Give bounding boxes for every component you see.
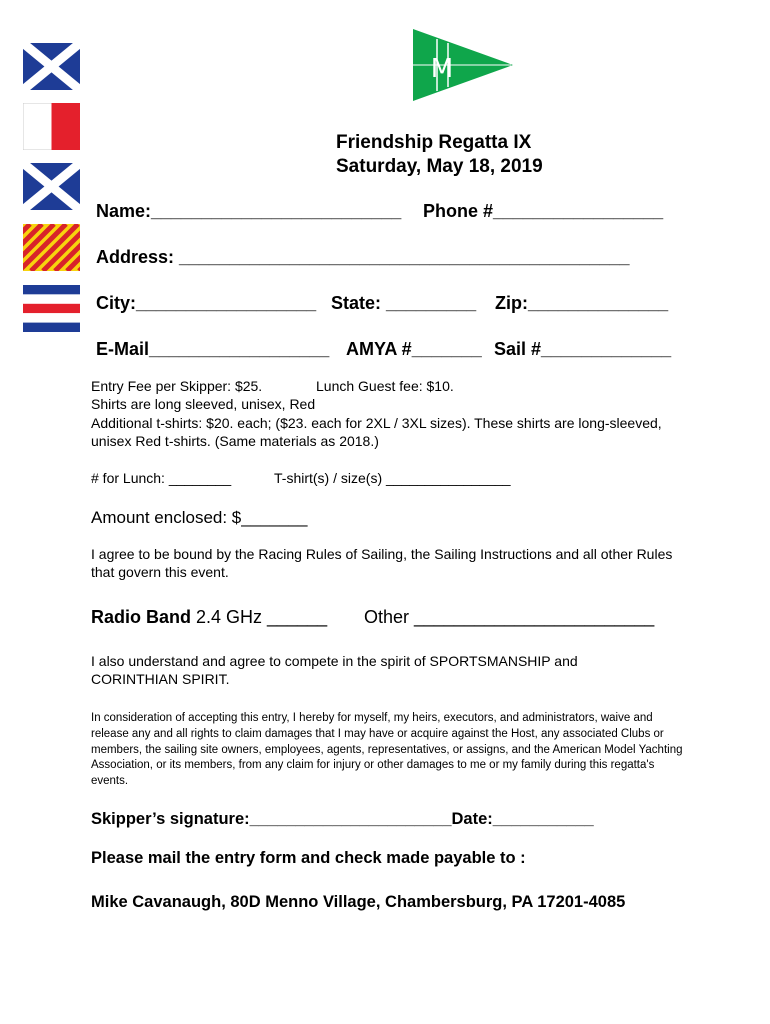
sail-number-field[interactable]: Sail #_____________	[494, 339, 672, 359]
regatta-title: Friendship Regatta IX	[336, 132, 532, 153]
entry-fee-text: Entry Fee per Skipper: $25.	[91, 378, 263, 394]
address-field[interactable]: Address: _____________________________________________	[96, 247, 630, 267]
radio-band-value[interactable]: 2.4 GHz ______	[191, 607, 328, 627]
lunch-guest-fee-text: Lunch Guest fee: $10.	[316, 378, 454, 394]
email-field[interactable]: E-Mail__________________	[96, 339, 330, 359]
name-field[interactable]: Name:_________________________	[96, 201, 402, 221]
signal-flag-h-icon	[23, 103, 80, 150]
menno-burgee-logo-icon	[411, 29, 515, 101]
radio-band-label: Radio Band	[91, 607, 192, 627]
signature-field[interactable]: Skipper’s signature:______________________Date:___________	[91, 810, 594, 828]
radio-other-field[interactable]: Other ________________________	[364, 607, 655, 627]
tshirt-size-field[interactable]: T-shirt(s) / size(s) ________________	[274, 470, 511, 486]
shirts-text: Shirts are long sleeved, unisex, Red	[91, 396, 316, 412]
waiver-text: In consideration of accepting this entry, I hereby for myself, my heirs, executors, and administrators, waive and release any and all rights to claim damages that I may have or acquire against the Host, any associated Clubs or members, the sailing site owners, employees, agents, representatives, or assigns, and the American Model Yachting Association, or its members, from any claim for injury or other damages to me or my family during this regatta's events.	[91, 712, 683, 788]
regatta-date: Saturday, May 18, 2019	[336, 156, 543, 177]
mail-instruction: Please mail the entry form and check made payable to :	[91, 849, 526, 867]
amya-field[interactable]: AMYA #_______	[346, 339, 482, 359]
mail-address: Mike Cavanaugh, 80D Menno Village, Chambersburg, PA 17201-4085	[91, 893, 626, 911]
signal-flag-y-icon	[23, 224, 80, 271]
radio-band-field[interactable]	[91, 607, 327, 628]
signal-flag-m-icon	[23, 163, 80, 210]
sportsmanship-text: I also understand and agree to compete in the spirit of SPORTSMANSHIP and CORINTHIAN SPIRIT.	[91, 653, 578, 687]
phone-field[interactable]: Phone #_________________	[423, 201, 664, 221]
zip-field[interactable]: Zip:______________	[495, 293, 669, 313]
burgee-letter: M	[430, 54, 454, 84]
signal-flag-m-icon	[23, 43, 80, 90]
additional-shirts-text: Additional t-shirts: $20. each; ($23. each for 2XL / 3XL sizes). These shirts are long-sleeved, unisex Red t-shirts. (Same materials as 2018.)	[91, 415, 662, 449]
amount-enclosed-field[interactable]: Amount enclosed: $_______	[91, 508, 308, 527]
rules-agreement-text: I agree to be bound by the Racing Rules of Sailing, the Sailing Instructions and all other Rules that govern this event.	[91, 546, 673, 580]
lunch-count-field[interactable]: # for Lunch: ________	[91, 470, 232, 486]
signal-flag-c-icon	[23, 285, 80, 332]
state-field[interactable]: State: _________	[331, 293, 477, 313]
city-field[interactable]: City:__________________	[96, 293, 317, 313]
